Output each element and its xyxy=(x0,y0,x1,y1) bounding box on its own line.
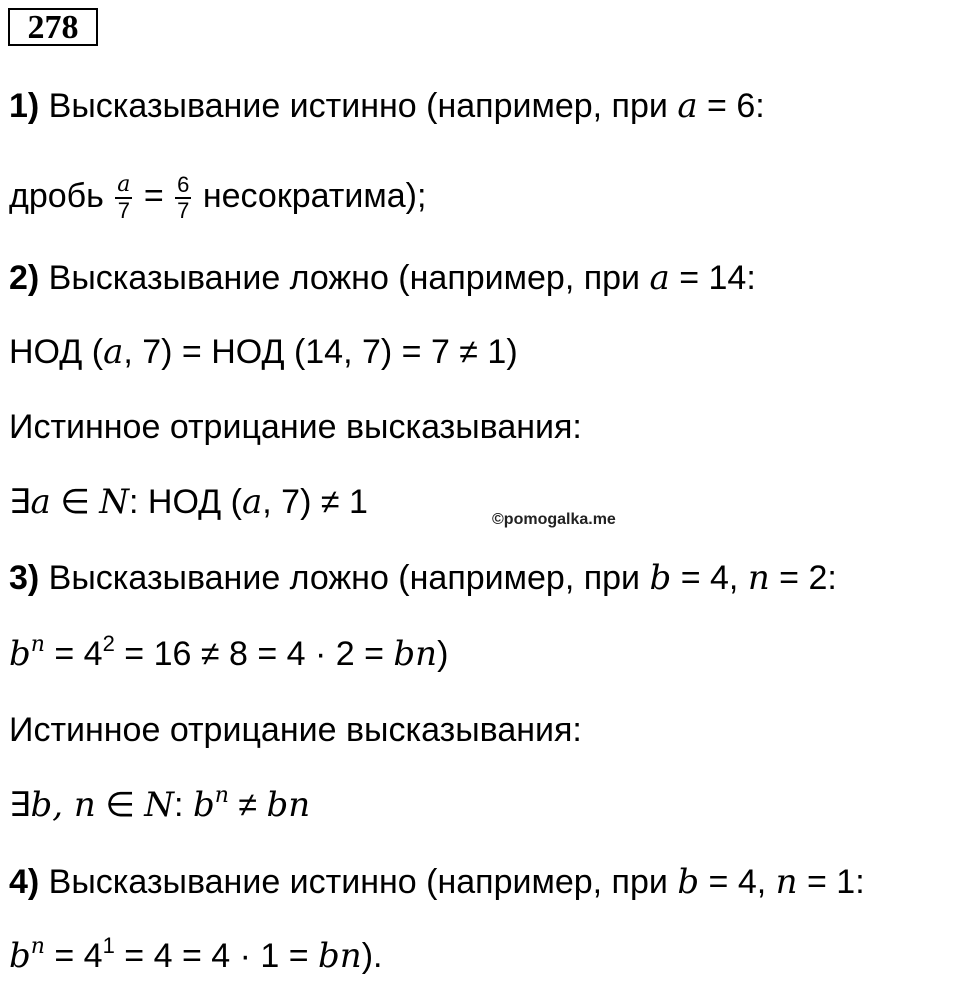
p4-eq-b: = 4, xyxy=(699,863,776,901)
p2-line4 xyxy=(9,482,368,522)
p1-var-a: a xyxy=(677,86,698,126)
problem-number: 278 xyxy=(8,8,98,46)
frac1-denominator: 7 xyxy=(117,198,130,223)
p3-l2-sup: n xyxy=(30,632,45,657)
fraction-a-over-7 xyxy=(115,173,132,223)
p1-label: 1) xyxy=(9,87,40,125)
p3-l4-b: b xyxy=(192,785,215,825)
p4-l2-mid1: = 4 xyxy=(44,937,103,975)
p1-l2-post: несократима); xyxy=(193,176,427,215)
element-of-symbol: ∈ xyxy=(50,483,100,521)
p1-eq2: = xyxy=(134,176,174,215)
p3-l4-bn: bn xyxy=(266,785,311,825)
p1-line2 xyxy=(9,173,426,223)
p3-l2-sup2: 2 xyxy=(102,631,115,656)
p3-eq-b: = 4, xyxy=(671,559,748,597)
p4-text: Высказывание истинно (например, при xyxy=(39,863,678,901)
p3-eq-n: = 2: xyxy=(769,559,837,597)
p2-line1 xyxy=(9,258,756,298)
p1-line1 xyxy=(9,86,765,126)
p2-line3: Истинное отрицание высказывания: xyxy=(9,408,582,446)
p3-text: Высказывание ложно (например, при xyxy=(39,559,650,597)
p4-var-b: b xyxy=(677,862,700,902)
p4-label: 4) xyxy=(9,863,40,901)
exists-symbol: ∃ xyxy=(9,786,31,824)
p3-l2-end: ) xyxy=(437,635,449,673)
p2-line2 xyxy=(9,332,518,372)
p2-l4-var2: a xyxy=(241,482,263,522)
p4-l2-sup: n xyxy=(30,934,45,959)
p3-line1 xyxy=(9,558,837,598)
p2-l4-end: , 7) ≠ 1 xyxy=(262,483,368,521)
p2-label: 2) xyxy=(9,259,40,297)
p3-label: 3) xyxy=(9,559,40,597)
p2-l2-pre: НОД ( xyxy=(9,333,104,371)
p3-l4-colon: : xyxy=(174,786,193,824)
p3-l4-neq: ≠ xyxy=(228,786,267,824)
p1-text: Высказывание истинно (например, при xyxy=(39,87,678,125)
p3-line3: Истинное отрицание высказывания: xyxy=(9,711,582,749)
p4-l2-end: ). xyxy=(361,937,383,975)
p4-l2-mid2: = 4 = 4 · 1 = xyxy=(114,937,319,975)
p4-eq-n: = 1: xyxy=(797,863,865,901)
natural-set: N xyxy=(99,482,130,522)
p1-l2-pre: дробь xyxy=(9,176,114,215)
p2-l2-post: , 7) = НОД (14, 7) = 7 ≠ 1) xyxy=(123,333,518,371)
p2-eq: = 14: xyxy=(669,259,756,297)
p1-eq: = 6: xyxy=(697,87,765,125)
p2-l2-var: a xyxy=(103,332,124,372)
p2-var-a: a xyxy=(649,258,670,298)
p3-l2-bn: bn xyxy=(393,634,438,674)
natural-set: N xyxy=(144,785,175,825)
p3-line2 xyxy=(9,631,449,674)
p4-line2 xyxy=(9,933,383,976)
p3-var-n: n xyxy=(747,558,770,598)
p3-line4 xyxy=(9,785,310,825)
p2-text: Высказывание ложно (например, при xyxy=(39,259,650,297)
frac1-numerator: a xyxy=(117,172,131,197)
p3-l4-vars: b, n xyxy=(30,785,96,825)
p2-l4-var: a xyxy=(30,482,51,522)
watermark: ©pomogalka.me xyxy=(492,511,616,528)
p4-l2-b: b xyxy=(9,936,31,976)
frac2-denominator: 7 xyxy=(177,198,190,223)
frac2-numerator: 6 xyxy=(177,172,190,197)
p3-l2-mid1: = 4 xyxy=(44,635,103,673)
p4-l2-sup2: 1 xyxy=(102,933,115,958)
p2-l4-mid: : НОД ( xyxy=(129,483,242,521)
element-of-symbol: ∈ xyxy=(95,786,145,824)
fraction-6-over-7 xyxy=(175,173,191,223)
p4-var-n: n xyxy=(775,862,798,902)
p4-l2-bn: bn xyxy=(318,936,362,976)
p4-line1 xyxy=(9,862,865,902)
p3-l4-sup: n xyxy=(214,783,229,808)
p3-l2-mid2: = 16 ≠ 8 = 4 · 2 = xyxy=(114,635,394,673)
p3-var-b: b xyxy=(649,558,672,598)
exists-symbol: ∃ xyxy=(9,483,31,521)
p3-l2-b: b xyxy=(9,634,31,674)
